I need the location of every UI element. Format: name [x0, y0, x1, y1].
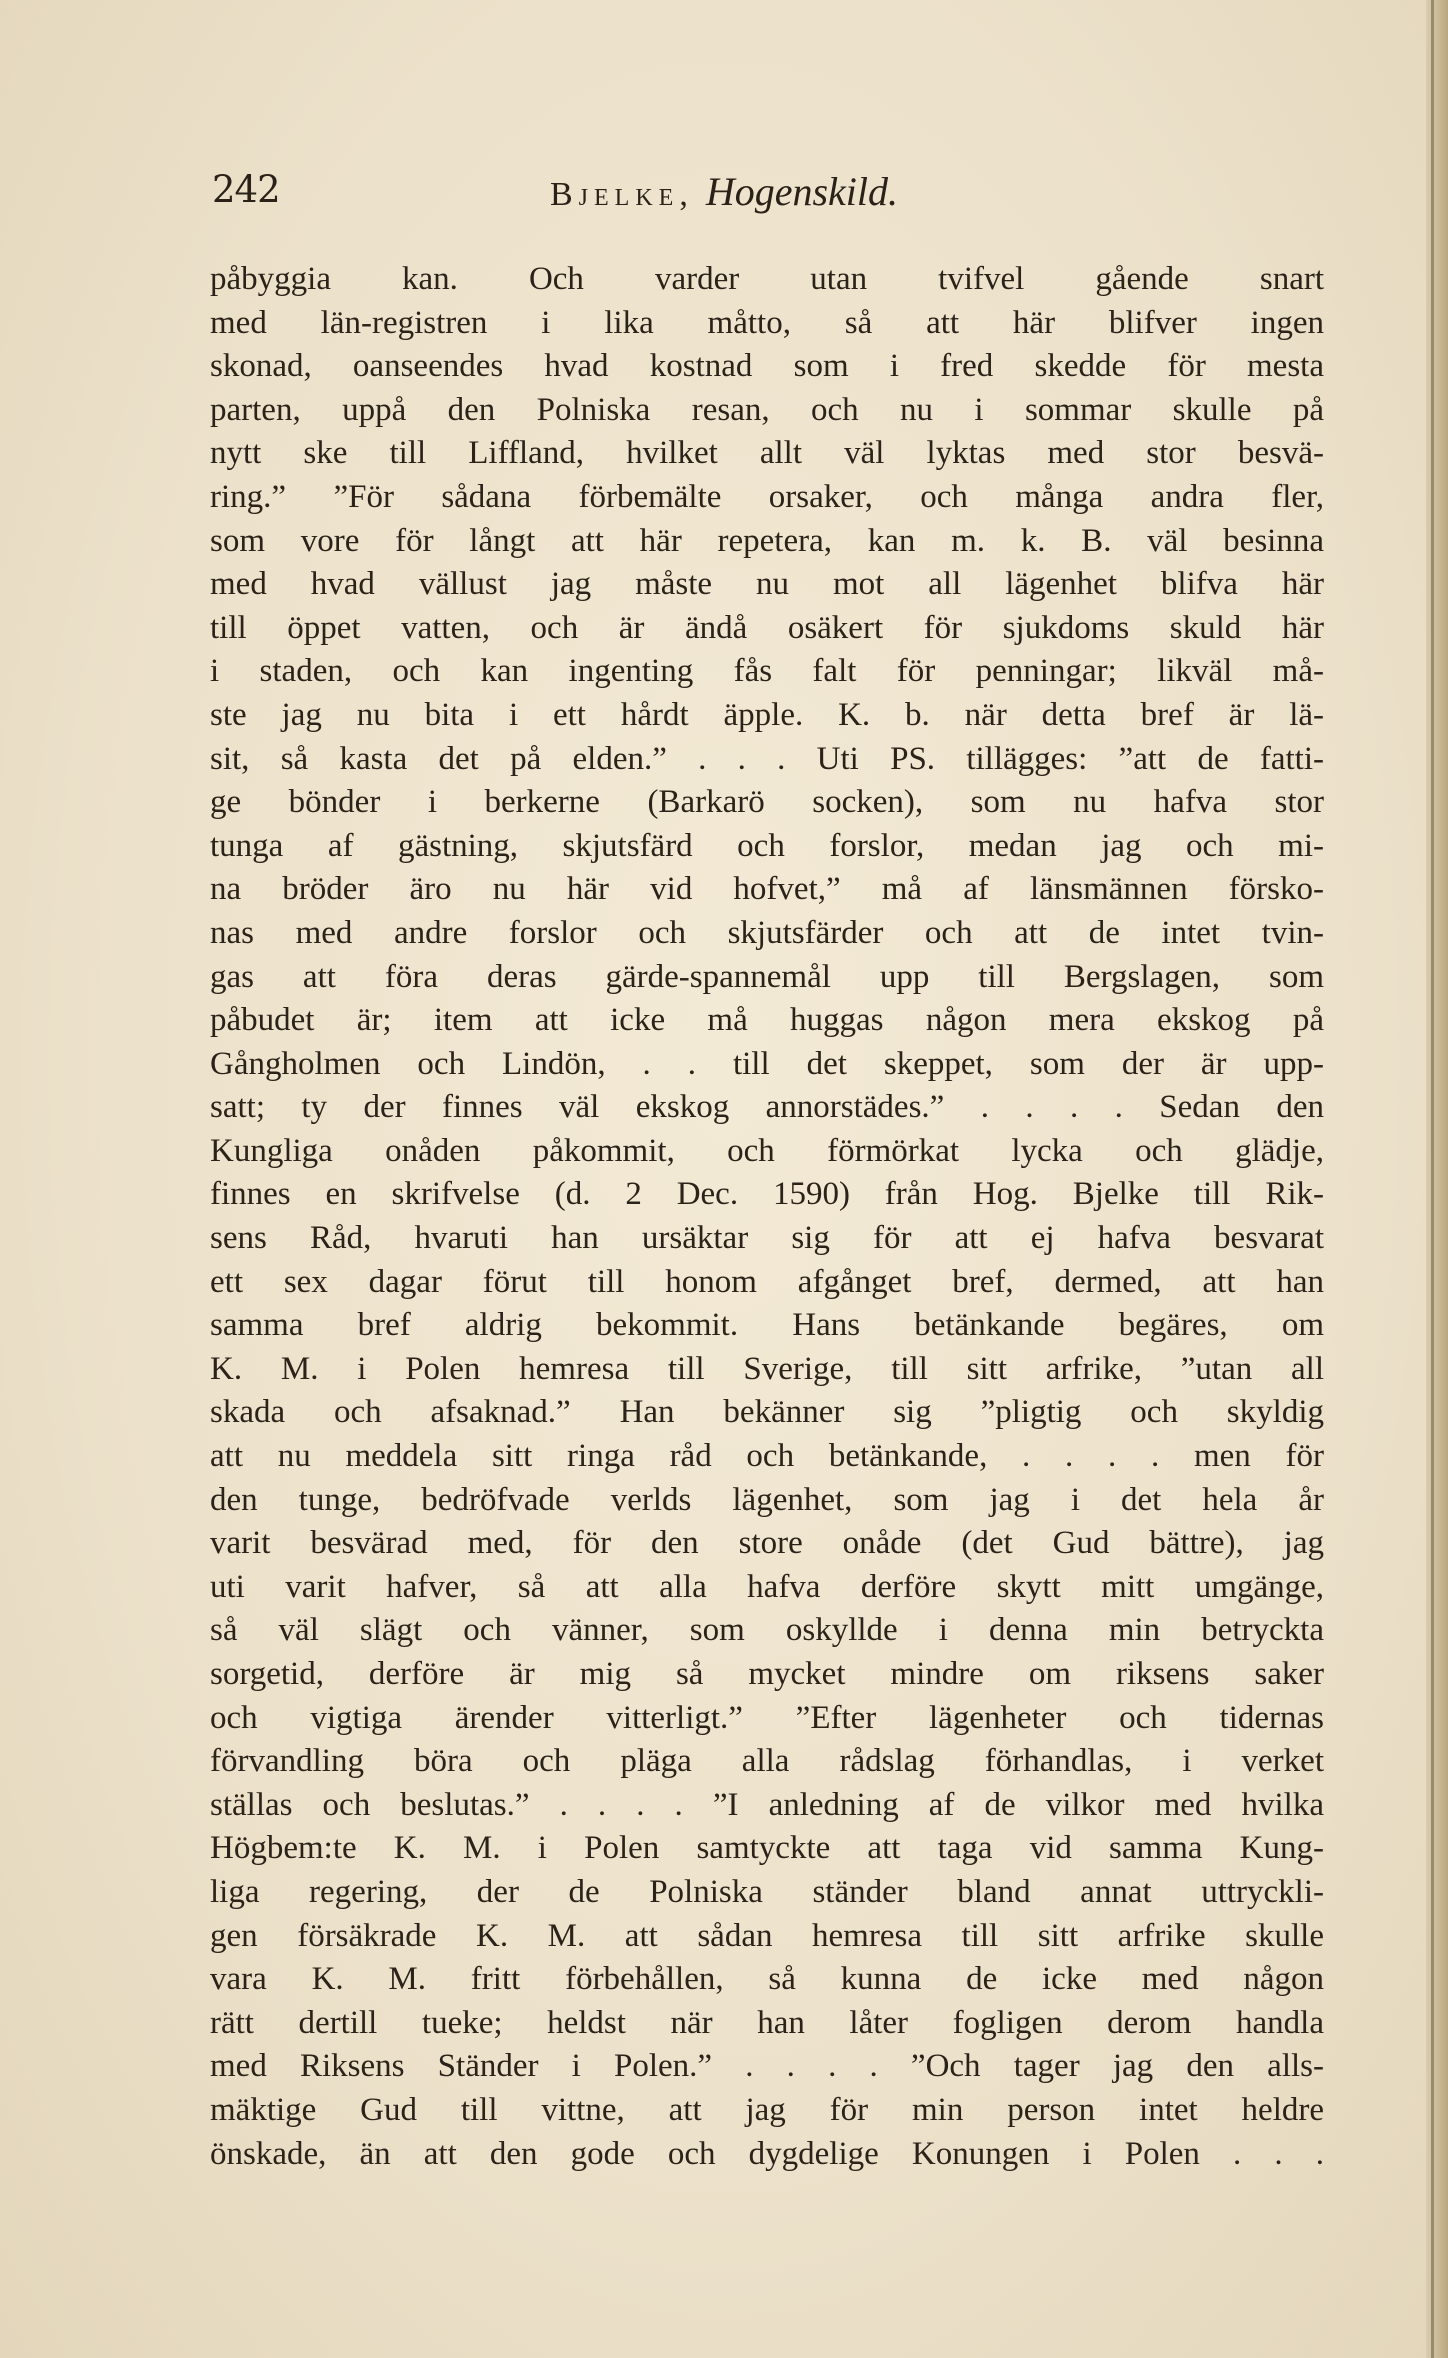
- text-line: ett sex dagar förut till honom afgånget bref, dermed, att han: [210, 1263, 1324, 1300]
- text-line: med län-registren i lika måtto, så att här blifver ingen: [210, 304, 1324, 341]
- text-line: gas att föra deras gärde-spannemål upp till Bergslagen, som: [210, 958, 1324, 995]
- text-line: att nu meddela sitt ringa råd och betänkande, . . . . men för: [210, 1438, 1324, 1475]
- text-line: Kungliga onåden påkommit, och förmörkat lycka och glädje,: [210, 1132, 1324, 1169]
- text-line: ste jag nu bita i ett hårdt äpple. K. b. när detta bref är lä-: [210, 696, 1324, 733]
- text-line: den tunge, bedröfvade verlds lägenhet, som jag i det hela år: [210, 1481, 1324, 1518]
- text-line: ring.” ”För sådana förbemälte orsaker, och många andra fler,: [210, 478, 1324, 515]
- binding-shadow: [1431, 0, 1434, 2358]
- running-head-author: Bjelke,: [550, 176, 694, 213]
- page-edge: [1426, 0, 1448, 2358]
- text-line: finnes en skrifvelse (d. 2 Dec. 1590) från Hog. Bjelke till Rik-: [210, 1176, 1324, 1213]
- text-line: tunga af gästning, skjutsfärd och forslor, medan jag och mi-: [210, 827, 1324, 864]
- text-line: sorgetid, derföre är mig så mycket mindre om riksens saker: [210, 1656, 1324, 1692]
- text-line: ställas och beslutas.” . . . . ”I anledning af de vilkor med hvilka: [210, 1786, 1324, 1823]
- text-line: Högbem:te K. M. i Polen samtyckte att taga vid samma Kung-: [210, 1830, 1324, 1867]
- text-line: till öppet vatten, och är ändå osäkert för sjukdoms skuld här: [210, 609, 1324, 646]
- text-line: gen försäkrade K. M. att sådan hemresa till sitt arfrike skulle: [210, 1917, 1324, 1954]
- text-line: K. M. i Polen hemresa till Sverige, till sitt arfrike, ”utan all: [210, 1350, 1324, 1387]
- text-line: uti varit hafver, så att alla hafva derföre skytt mitt umgänge,: [210, 1568, 1324, 1605]
- text-line: skonad, oanseendes hvad kostnad som i fred skedde för mesta: [210, 348, 1324, 385]
- text-line: nytt ske till Liffland, hvilket allt väl lyktas med stor besvä-: [210, 435, 1324, 472]
- page-header: [212, 168, 1324, 218]
- text-line: förvandling böra och pläga alla rådslag förhandlas, i verket: [210, 1743, 1324, 1780]
- text-line: med hvad vällust jag måste nu mot all lägenhet blifva här: [210, 566, 1324, 603]
- text-line: sit, så kasta det på elden.” . . . Uti PS. tillägges: ”att de fatti-: [210, 740, 1324, 777]
- text-line: nas med andre forslor och skjutsfärder och att de intet tvin-: [210, 914, 1324, 951]
- text-line: samma bref aldrig bekommit. Hans betänkande begäres, om: [210, 1307, 1324, 1344]
- text-line: sens Råd, hvaruti han ursäktar sig för att ej hafva besvarat: [210, 1220, 1324, 1257]
- text-line: varit besvärad med, för den store onåde (det Gud bättre), jag: [210, 1525, 1324, 1562]
- text-line: liga regering, der de Polniska ständer bland annat uttryckli-: [210, 1873, 1324, 1910]
- text-line: påbudet är; item att icke må huggas någon mera ekskog på: [210, 1002, 1324, 1039]
- text-line: så väl slägt och vänner, som oskyllde i denna min betryckta: [210, 1612, 1324, 1649]
- text-line: och vigtiga ärender vitterligt.” ”Efter lägenheter och tidernas: [210, 1699, 1324, 1736]
- text-line: önskade, än att den gode och dygdelige Konungen i Polen . . .: [210, 2135, 1324, 2172]
- text-line: parten, uppå den Polniska resan, och nu i sommar skulle på: [210, 391, 1324, 428]
- text-line: ge bönder i berkerne (Barkarö socken), som nu hafva stor: [210, 784, 1324, 821]
- page-number: 242: [212, 168, 280, 211]
- body-text: [210, 258, 1324, 2176]
- text-line: påbyggia kan. Och varder utan tvifvel gående snart: [210, 261, 1324, 297]
- text-line: satt; ty der finnes väl ekskog annorstädes.” . . . . Sedan den: [210, 1089, 1324, 1126]
- text-line: med Riksens Ständer i Polen.” . . . . ”Och tager jag den alls-: [210, 2048, 1324, 2085]
- text-line: mäktige Gud till vittne, att jag för min person intet heldre: [210, 2091, 1324, 2128]
- text-line: Gångholmen och Lindön, . . till det skeppet, som der är upp-: [210, 1045, 1324, 1082]
- running-head: [550, 168, 898, 215]
- text-line: na bröder äro nu här vid hofvet,” må af länsmännen försko-: [210, 871, 1324, 908]
- running-head-title: Hogenskild.: [705, 169, 899, 214]
- text-line: som vore för långt att här repetera, kan m. k. B. väl besinna: [210, 522, 1324, 559]
- text-line: vara K. M. fritt förbehållen, så kunna de icke med någon: [210, 1961, 1324, 1998]
- text-line: i staden, och kan ingenting fås falt för penningar; likväl må-: [210, 653, 1324, 690]
- text-line: skada och afsaknad.” Han bekänner sig ”pligtig och skyldig: [210, 1394, 1324, 1431]
- text-line: rätt dertill tueke; heldst när han låter fogligen derom handla: [210, 2004, 1324, 2041]
